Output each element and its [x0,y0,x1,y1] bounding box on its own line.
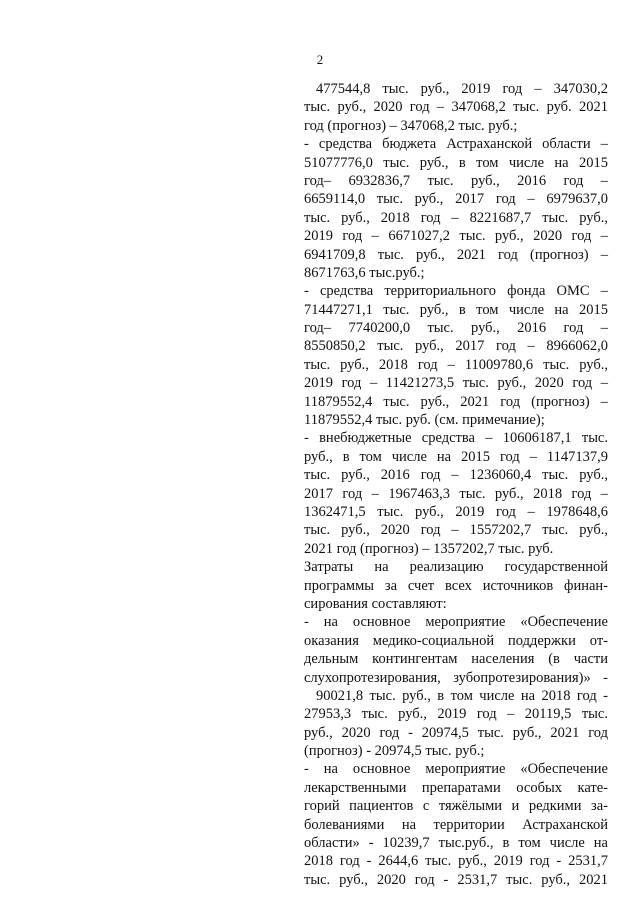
text-line: 71447271,1 тыс. руб., в том числе на 2015 [304,301,608,318]
text-line: тыс. руб., 2016 год – 1236060,4 тыс. руб., [304,467,608,484]
text-line: - внебюджетные средства – 10606187,1 тыс. [304,430,608,447]
text-line: 90021,8 тыс. руб., в том числе на 2018 год - [316,687,608,704]
text-line: тыс. руб., 2018 год – 8221687,7 тыс. руб., [304,209,608,226]
text-line: тыс. руб., 2020 год - 2531,7 тыс. руб., 2021 [304,871,608,888]
text-line: лекарственными препаратами особых кате- [304,779,608,796]
document-body [304,80,608,889]
text-line: год– 6932836,7 тыс. руб., 2016 год – [304,172,608,189]
page-number: 2 [316,52,324,67]
text-line: руб., 2020 год - 20974,5 тыс. руб., 2021 год [304,724,608,741]
text-line: 2017 год – 1967463,3 тыс. руб., 2018 год – [304,485,608,502]
text-line: - средства бюджета Астраханской области – [304,136,608,153]
text-line: тыс. руб., 2020 год – 347068,2 тыс. руб. 2021 [304,99,608,116]
text-line: слухопротезирования, зубопротезирования)» - [304,669,608,686]
text-line: год– 7740200,0 тыс. руб., 2016 год – [304,320,608,337]
text-line: 2018 год - 2644,6 тыс. руб., 2019 год - 2531,7 [304,853,608,870]
text-line: - на основное мероприятие «Обеспечение [304,614,608,631]
text-line: 51077776,0 тыс. руб., в том числе на 2015 [304,154,608,171]
text-line: области» - 10239,7 тыс.руб., в том числе на [304,835,608,852]
text-line: - средства территориального фонда ОМС – [304,283,608,300]
text-line: тыс. руб., 2020 год – 1557202,7 тыс. руб., [304,522,608,539]
text-line: 11879552,4 тыс. руб. (см. примечание); [304,412,545,429]
text-line: 2019 год – 6671027,2 тыс. руб., 2020 год – [304,228,608,245]
text-line: 27953,3 тыс. руб., 2019 год – 20119,5 тыс. [304,706,608,723]
text-line: программы за счет всех источников финан- [304,577,608,594]
text-line: оказания медико-социальной поддержки от- [304,632,608,649]
text-line: 2021 год (прогноз) – 1357202,7 тыс. руб. [304,540,554,557]
text-line: болеваниями на территории Астраханской [304,816,608,833]
text-line: (прогноз) - 20974,5 тыс. руб.; [304,743,485,760]
text-line: 6941709,8 тыс. руб., 2021 год (прогноз) – [304,246,608,263]
text-line: тыс. руб., 2018 год – 11009780,6 тыс. руб., [304,356,608,373]
text-line: руб., в том числе на 2015 год – 1147137,9 [304,448,608,465]
text-line: сирования составляют: [304,595,447,612]
text-line: 11879552,4 тыс. руб., 2021 год (прогноз) – [304,393,608,410]
text-line: год (прогноз) – 347068,2 тыс. руб.; [304,117,518,134]
text-line: 477544,8 тыс. руб., 2019 год – 347030,2 [316,81,608,97]
text-line: 2019 год – 11421273,5 тыс. руб., 2020 год – [304,375,608,392]
text-line: 1362471,5 тыс. руб., 2019 год – 1978648,6 [304,503,608,520]
text-line: горий пациентов с тяжёлыми и редкими за- [304,798,608,815]
text-line: 6659114,0 тыс. руб., 2017 год – 6979637,0 [304,191,608,208]
text-line: дельным контингентам населения (в части [304,651,608,668]
text-line: Затраты на реализацию государственной [304,559,608,576]
text-line: 8671763,6 тыс.руб.; [304,264,425,281]
text-line: 8550850,2 тыс. руб., 2017 год – 8966062,0 [304,338,608,355]
text-line: - на основное мероприятие «Обеспечение [304,761,608,778]
